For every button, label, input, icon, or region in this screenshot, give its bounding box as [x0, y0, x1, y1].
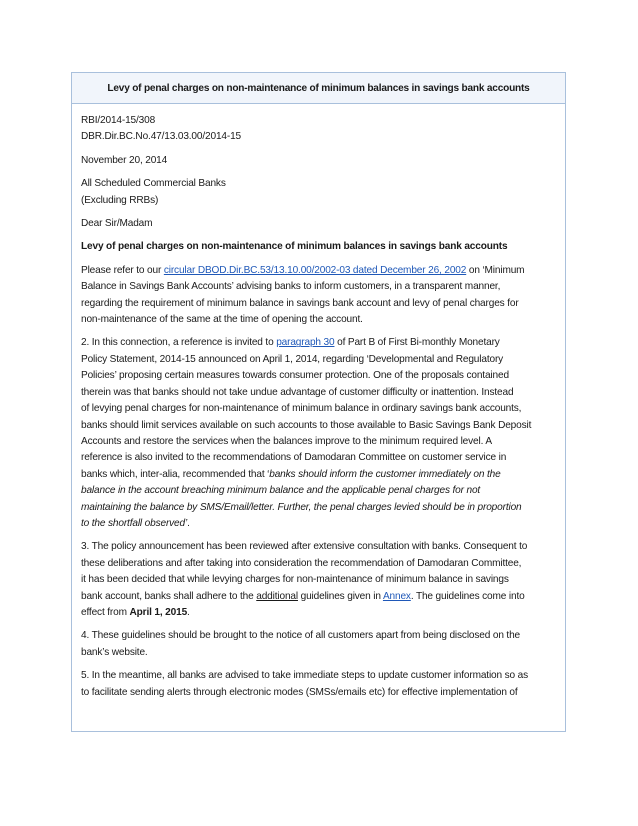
addressee-note: (Excluding RRBs): [81, 194, 159, 206]
paragraph-1-line: Balance in Savings Bank Accounts’ advising banks to inform customers, in a transparent manner,: [81, 281, 501, 293]
salutation: Dear Sir/Madam: [81, 218, 153, 230]
paragraph-1-line: [81, 263, 558, 279]
paragraph-1: [81, 263, 558, 329]
paragraph-2-line: reference is also invited to the recommendations of Damodaran Committee on customer service in: [81, 452, 507, 464]
text-run: guidelines given in: [297, 590, 383, 602]
paragraph-4-line: bank’s website.: [81, 646, 148, 658]
addressee-block: [81, 176, 558, 209]
paragraph-2-line: [81, 335, 558, 351]
quoted-recommendation: balance in the account breaching minimum balance and the applicable penal charges for not: [81, 485, 481, 497]
quoted-recommendation: banks should inform the customer immediately on the: [269, 468, 501, 480]
text-run: .: [187, 606, 190, 618]
quoted-recommendation: maintaining the balance by SMS/Email/letter. Further, the penal charges levied should be in proportion: [81, 501, 522, 513]
circular-frame: [71, 72, 566, 732]
paragraph-30-link[interactable]: paragraph 30: [276, 337, 335, 349]
paragraph-3-line: 3. The policy announcement has been reviewed after extensive consultation with banks. Consequent to: [81, 541, 528, 553]
paragraph-2: [81, 335, 558, 532]
paragraph-1-line: regarding the requirement of minimum balance in savings bank account and levy of penal charges for: [81, 297, 519, 309]
text-run: effect from: [81, 606, 130, 618]
paragraph-4-line: 4. These guidelines should be brought to the notice of all customers apart from being disclosed on the: [81, 630, 521, 642]
additional-underlined: additional: [256, 590, 298, 602]
paragraph-2-line: Accounts and restore the services when the balances improve to the minimum required level. A: [81, 435, 492, 447]
paragraph-3-line: [81, 589, 558, 605]
date: November 20, 2014: [81, 154, 168, 166]
paragraph-2-line: Policies’ proposing certain measures towards consumer protection. One of the proposals contained: [81, 370, 509, 382]
annex-link[interactable]: Annex: [382, 590, 411, 602]
paragraph-3-line: [81, 605, 558, 621]
circular-body: [72, 104, 565, 701]
document-title: Levy of penal charges on non-maintenance of minimum balances in savings bank accounts: [72, 73, 565, 104]
paragraph-3: [81, 539, 558, 621]
paragraph-3-line: these deliberations and after taking into consideration the recommendation of Damodaran Committee,: [81, 557, 522, 569]
text-run: on ‘Minimum: [466, 264, 525, 276]
text-run: banks which, inter-alia, recommended that ‘: [81, 468, 270, 480]
text-run: . The guidelines come into: [410, 590, 525, 602]
subject-heading: Levy of penal charges on non-maintenance of minimum balances in savings bank accounts: [81, 241, 508, 253]
quoted-recommendation: to the shortfall observed’: [81, 517, 188, 529]
paragraph-2-line: therein was that banks should not take undue advantage of customer difficulty or inattention. Instead: [81, 386, 514, 398]
text-run: Please refer to our: [81, 264, 164, 276]
ref-number: RBI/2014-15/308: [81, 115, 156, 126]
reference-block: [81, 113, 558, 146]
paragraph-2-line: [81, 467, 558, 483]
circular-link[interactable]: circular DBOD.Dir.BC.53/13.10.00/2002-03 dated December 26, 2002: [163, 264, 467, 276]
paragraph-1-line: non-maintenance of the same at the time of opening the account.: [81, 314, 363, 326]
paragraph-5-line: 5. In the meantime, all banks are advised to take immediate steps to update customer information so as: [81, 670, 529, 682]
paragraph-2-line: Policy Statement, 2014-15 announced on April 1, 2014, regarding ‘Developmental and Regulatory: [81, 353, 504, 365]
addressee: All Scheduled Commercial Banks: [81, 178, 226, 190]
effective-date: April 1, 2015: [129, 606, 188, 618]
paragraph-2-line: of levying penal charges for non-maintenance of minimum balance in ordinary savings bank accounts,: [81, 403, 522, 415]
text-run: 2. In this connection, a reference is invited to: [81, 337, 277, 349]
text-run: .: [187, 517, 190, 529]
text-run: bank account, banks shall adhere to the: [81, 590, 257, 602]
paragraph-5-line: to facilitate sending alerts through electronic modes (SMSs/emails etc) for effective implementation of: [81, 686, 518, 698]
paragraph-2-line: [81, 516, 558, 532]
paragraph-3-line: it has been decided that while levying charges for non-maintenance of minimum balance in savings: [81, 574, 509, 586]
paragraph-4: [81, 628, 558, 661]
paragraph-5: [81, 668, 558, 701]
paragraph-2-line: banks should limit services available on such accounts to those available to Basic Savings Bank Deposit: [81, 419, 532, 431]
text-run: of Part B of First Bi-monthly Monetary: [334, 337, 500, 349]
dir-number: DBR.Dir.BC.No.47/13.03.00/2014-15: [81, 131, 242, 143]
